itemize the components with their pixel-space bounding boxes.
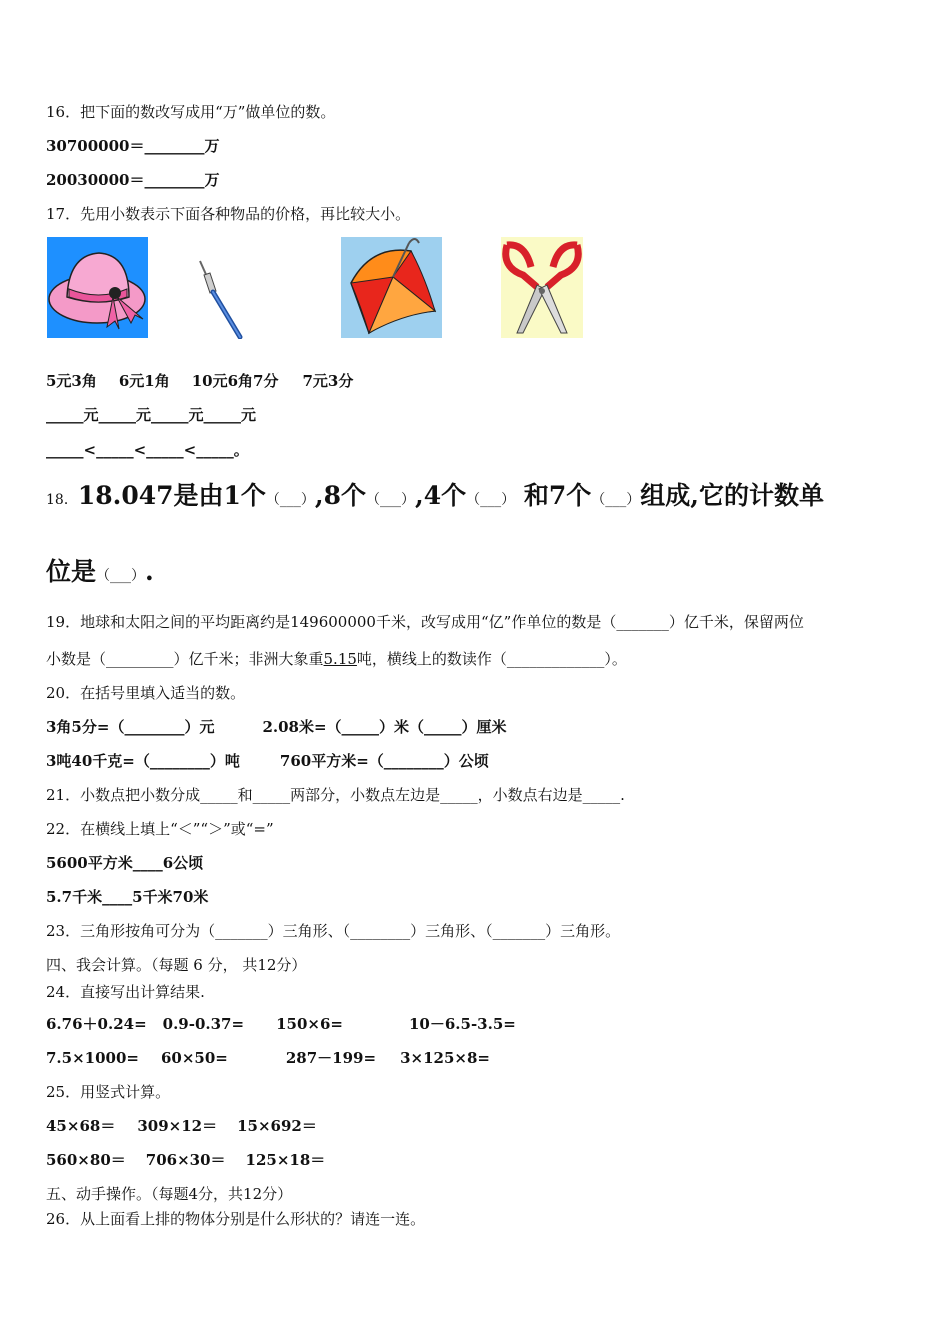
q24-calc-1: 6.76＋0.24= bbox=[46, 1015, 147, 1033]
q17-yuan-line: _____元_____元_____元_____元 bbox=[46, 406, 257, 424]
q25-calc-3: 15×692＝ bbox=[237, 1117, 317, 1135]
q20-item-c: 3吨40千克=（________）吨 bbox=[46, 752, 240, 770]
hat-image bbox=[47, 237, 148, 338]
section5-title: 五、动手操作。（每题4分，共12分） bbox=[46, 1185, 293, 1203]
q24-calc-8: 3×125×8= bbox=[400, 1049, 490, 1067]
q19-line1: 19．地球和太阳之间的平均距离约是149600000千米，改写成用“亿”作单位的数是（_______）亿千米，保留两位 bbox=[46, 613, 804, 631]
q16-title: 16．把下面的数改写成用“万”做单位的数。 bbox=[46, 103, 336, 121]
q22-title: 22．在横线上填上“＜”“＞”或“=” bbox=[46, 820, 274, 838]
q26-title: 26．从上面看上排的物体分别是什么形状的？请连一连。 bbox=[46, 1210, 426, 1228]
q20-title: 20．在括号里填入适当的数。 bbox=[46, 684, 246, 702]
q24-calc-5: 7.5×1000= bbox=[46, 1049, 139, 1067]
q24-title: 24．直接写出计算结果. bbox=[46, 983, 205, 1001]
price-hat: 5元3角 bbox=[46, 372, 97, 390]
q19-underlined-weight: 5.15 bbox=[323, 650, 357, 668]
q18-blank-3: （___） bbox=[466, 492, 516, 508]
q21-line: 21．小数点把小数分成_____和_____两部分，小数点左边是_____，小数点右边是_____. bbox=[46, 786, 625, 804]
price-scissors: 7元3分 bbox=[302, 372, 354, 390]
q17-title: 17．先用小数表示下面各种物品的价格，再比较大小。 bbox=[46, 205, 411, 223]
q18-blank-1: （___） bbox=[265, 492, 315, 508]
q25-calc-1: 45×68＝ bbox=[46, 1117, 116, 1135]
q18-text-4: 和7个 bbox=[515, 481, 592, 510]
q18-text-5: 组成,它的计数单 bbox=[640, 481, 824, 510]
q25-title: 25．用竖式计算。 bbox=[46, 1083, 171, 1101]
q24-calc-4: 10－6.5-3.5= bbox=[408, 1015, 516, 1033]
q24-calc-2: 0.9-0.37= bbox=[162, 1015, 245, 1033]
q19-text-a: 小数是（_________）亿千米；非洲大象重 bbox=[46, 650, 324, 668]
q16-line1: 30700000＝________万 bbox=[46, 137, 220, 155]
q25-row1 bbox=[46, 1116, 317, 1136]
q25-row2 bbox=[46, 1150, 325, 1170]
q18-blank-4: （___） bbox=[591, 492, 641, 508]
q20-item-a: 3角5分=（________）元 bbox=[46, 718, 215, 736]
q18-blank-5: （___） bbox=[96, 568, 146, 584]
q18-text-3: ,4个 bbox=[415, 481, 467, 510]
q18-text-2: ,8个 bbox=[314, 481, 367, 510]
q18-text-7: . bbox=[145, 557, 154, 586]
q25-calc-5: 706×30＝ bbox=[145, 1151, 226, 1169]
q18-number: 18． bbox=[46, 492, 78, 508]
q25-calc-6: 125×18＝ bbox=[245, 1151, 326, 1169]
brush-image bbox=[190, 257, 246, 339]
q16-line2: 20030000＝________万 bbox=[46, 171, 220, 189]
q18-line2 bbox=[46, 556, 154, 592]
q24-calc-7: 287－199= bbox=[285, 1049, 377, 1067]
section4-title: 四、我会计算。（每题 6 分， 共12分） bbox=[46, 956, 307, 974]
q18-text-1: 18.047是由1个 bbox=[77, 481, 266, 510]
q20-row1 bbox=[46, 717, 507, 737]
q24-row1 bbox=[46, 1014, 516, 1034]
scissors-image bbox=[501, 237, 583, 338]
q19-line2 bbox=[46, 649, 627, 669]
q24-row2 bbox=[46, 1048, 490, 1068]
q20-item-d: 760平方米=（________）公顷 bbox=[279, 752, 489, 770]
q25-calc-4: 560×80＝ bbox=[46, 1151, 126, 1169]
q20-row2 bbox=[46, 751, 489, 771]
price-umbrella: 10元6角7分 bbox=[191, 372, 279, 390]
q18-text-6: 位是 bbox=[46, 557, 97, 586]
q25-calc-2: 309×12＝ bbox=[137, 1117, 218, 1135]
q22-line2: 5.7千米____5千米70米 bbox=[46, 888, 209, 906]
q22-line1: 5600平方米____6公顷 bbox=[46, 854, 204, 872]
q17-prices bbox=[46, 371, 353, 391]
q24-calc-6: 60×50= bbox=[160, 1049, 228, 1067]
q17-compare-line: _____<_____<_____<_____。 bbox=[46, 441, 249, 459]
q24-calc-3: 150×6= bbox=[276, 1015, 343, 1033]
q19-text-b: 吨，横线上的数读作（_____________）。 bbox=[356, 650, 627, 668]
q18-line1 bbox=[46, 480, 824, 516]
q23-line: 23．三角形按角可分为（_______）三角形、（________）三角形、（_______）三角形。 bbox=[46, 922, 621, 940]
q18-blank-2: （___） bbox=[366, 492, 416, 508]
q20-item-b: 2.08米=（_____）米（_____）厘米 bbox=[262, 718, 507, 736]
umbrella-image bbox=[341, 237, 442, 338]
price-brush: 6元1角 bbox=[118, 372, 170, 390]
